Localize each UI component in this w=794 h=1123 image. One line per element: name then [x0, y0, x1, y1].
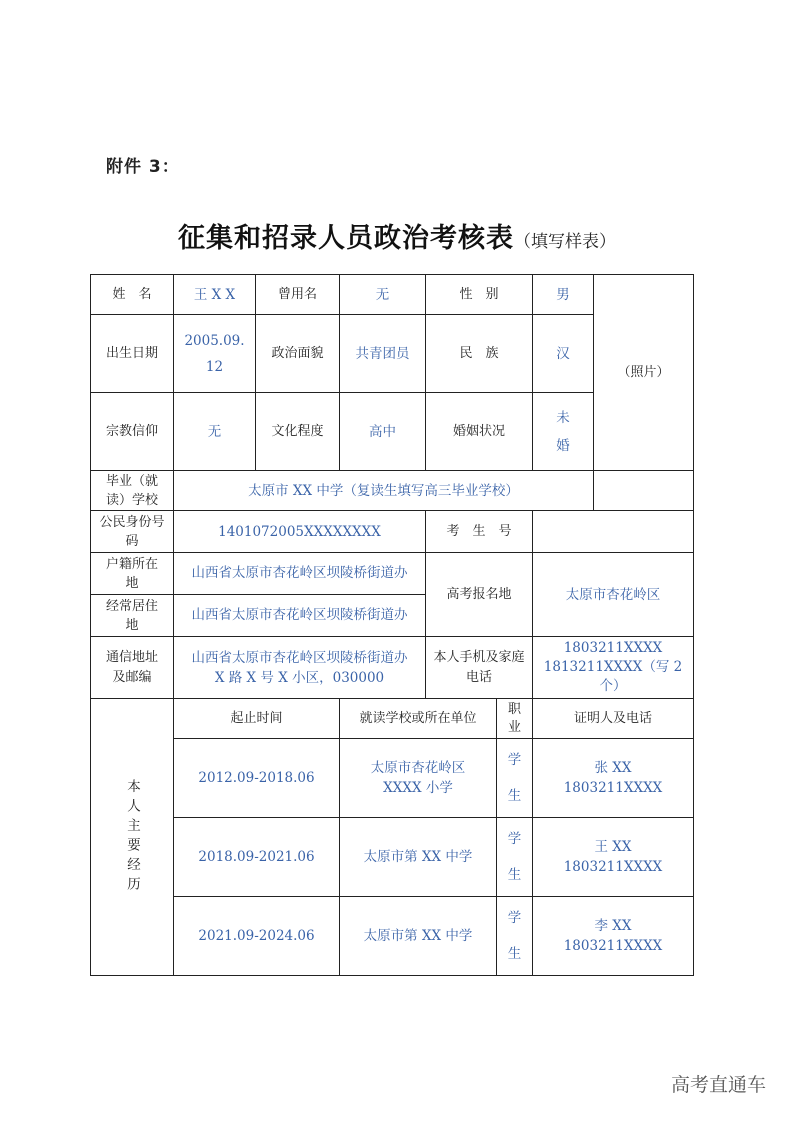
- residence-text: 山西省太原市杏花岭区坝陵桥街道办: [191, 607, 408, 623]
- exp-unit: [340, 818, 497, 897]
- exam-number-value: [533, 511, 694, 553]
- school-label-text: 毕业（就读）学校: [105, 473, 158, 508]
- name-label: 姓 名: [91, 275, 174, 315]
- attachment-label: 附件 3：: [106, 157, 180, 177]
- household-value: [174, 553, 426, 595]
- mail-value: [174, 637, 426, 699]
- education-value: 高中: [340, 393, 426, 471]
- household-text: 山西省太原市杏花岭区坝陵桥街道办: [191, 565, 408, 581]
- title-main: 征集和招录人员政治考核表: [178, 223, 514, 254]
- household-label-text: 户籍所在地: [105, 556, 158, 591]
- ethnicity-label: 民 族: [426, 315, 533, 393]
- exp-witness-name: 李 XX: [594, 918, 632, 934]
- exp-occupation: [497, 818, 533, 897]
- exp-witness-name: 王 XX: [594, 839, 632, 855]
- mail-label: [91, 637, 174, 699]
- former-name-label: 曾用名: [256, 275, 340, 315]
- religion-label: 宗教信仰: [91, 393, 174, 471]
- photo-placeholder: （照片）: [594, 275, 694, 471]
- table-row: [91, 739, 694, 818]
- blank-cell: [594, 471, 694, 511]
- exp-witness-phone: 1803211XXXX: [563, 938, 663, 954]
- period-header: 起止时间: [174, 699, 340, 739]
- school-label: [91, 471, 174, 511]
- exp-occupation: [497, 897, 533, 976]
- exam-number-label: 考 生 号: [426, 511, 533, 553]
- phone-1: 1803211XXXX: [563, 640, 663, 656]
- exp-unit-line-1: 太原市第 XX 中学: [363, 849, 473, 865]
- exp-occupation: [497, 739, 533, 818]
- table-row: [91, 818, 694, 897]
- religion-value: 无: [174, 393, 256, 471]
- exp-unit: [340, 739, 497, 818]
- table-row: [91, 897, 694, 976]
- former-name-value: 无: [340, 275, 426, 315]
- exp-unit-line-1: 太原市第 XX 中学: [363, 928, 473, 944]
- unit-header: 就读学校或所在单位: [340, 699, 497, 739]
- marriage-text: 未婚: [556, 409, 570, 454]
- exp-period: 2012.09-2018.06: [174, 739, 340, 818]
- exp-witness-phone: 1803211XXXX: [563, 780, 663, 796]
- phone-label-text: 本人手机及家庭电话: [433, 649, 525, 685]
- birth-value: [174, 315, 256, 393]
- exp-unit: [340, 897, 497, 976]
- experience-label: 本人主要经历: [124, 778, 140, 896]
- education-label: 文化程度: [256, 393, 340, 471]
- name-value: 王 X X: [174, 275, 256, 315]
- exp-occupation-char-2: 生: [507, 788, 522, 804]
- school-value: 太原市 XX 中学（复读生填写高三毕业学校）: [174, 471, 594, 511]
- exam-location-label: 高考报名地: [426, 553, 533, 637]
- phone-value: [533, 637, 694, 699]
- exp-unit-line-2: XXXX 小学: [383, 780, 453, 796]
- id-number-value: 1401072005XXXXXXXX: [174, 511, 426, 553]
- experience-label-cell: [91, 699, 174, 976]
- phone-label: [426, 637, 533, 699]
- mail-text: 山西省太原市杏花岭区坝陵桥街道办 X 路 X 号 X 小区，030000: [191, 649, 408, 686]
- exp-occupation-char-2: 生: [507, 946, 522, 962]
- marriage-label: 婚姻状况: [426, 393, 533, 471]
- gender-value: 男: [533, 275, 594, 315]
- mail-label-text: 通信地址及邮编: [105, 649, 158, 685]
- form-title: [0, 216, 794, 255]
- phone-2: 1813211XXXX（写 2 个）: [543, 659, 683, 694]
- exp-witness: [533, 739, 694, 818]
- residence-label: [91, 595, 174, 637]
- exp-occupation-char-2: 生: [507, 867, 522, 883]
- exp-occupation-char-1: 学: [507, 752, 522, 768]
- witness-header: 证明人及电话: [533, 699, 694, 739]
- birth-label: 出生日期: [91, 315, 174, 393]
- marriage-value: [533, 393, 594, 471]
- birth-text: 2005.09.12: [184, 332, 245, 375]
- watermark: 高考直通车: [670, 1074, 766, 1096]
- exp-unit-line-1: 太原市杏花岭区: [370, 760, 466, 776]
- residence-label-text: 经常居住地: [105, 598, 158, 633]
- political-review-table: [90, 274, 694, 976]
- occupation-header-text: 职业: [507, 701, 521, 735]
- exam-location-value: 太原市杏花岭区: [533, 553, 694, 637]
- exp-witness-name: 张 XX: [594, 760, 632, 776]
- id-number-label: [91, 511, 174, 553]
- exp-occupation-char-1: 学: [507, 910, 522, 926]
- household-label: [91, 553, 174, 595]
- occupation-header: [497, 699, 533, 739]
- exp-period: 2018.09-2021.06: [174, 818, 340, 897]
- ethnicity-value: 汉: [533, 315, 594, 393]
- id-number-label-text: 公民身份号码: [99, 514, 165, 549]
- political-label: 政治面貌: [256, 315, 340, 393]
- exp-witness: [533, 897, 694, 976]
- gender-label: 性 别: [426, 275, 533, 315]
- exp-occupation-char-1: 学: [507, 831, 522, 847]
- exp-witness: [533, 818, 694, 897]
- residence-value: [174, 595, 426, 637]
- exp-witness-phone: 1803211XXXX: [563, 859, 663, 875]
- title-sub: （填写样表）: [514, 232, 616, 252]
- political-value: 共青团员: [340, 315, 426, 393]
- exp-period: 2021.09-2024.06: [174, 897, 340, 976]
